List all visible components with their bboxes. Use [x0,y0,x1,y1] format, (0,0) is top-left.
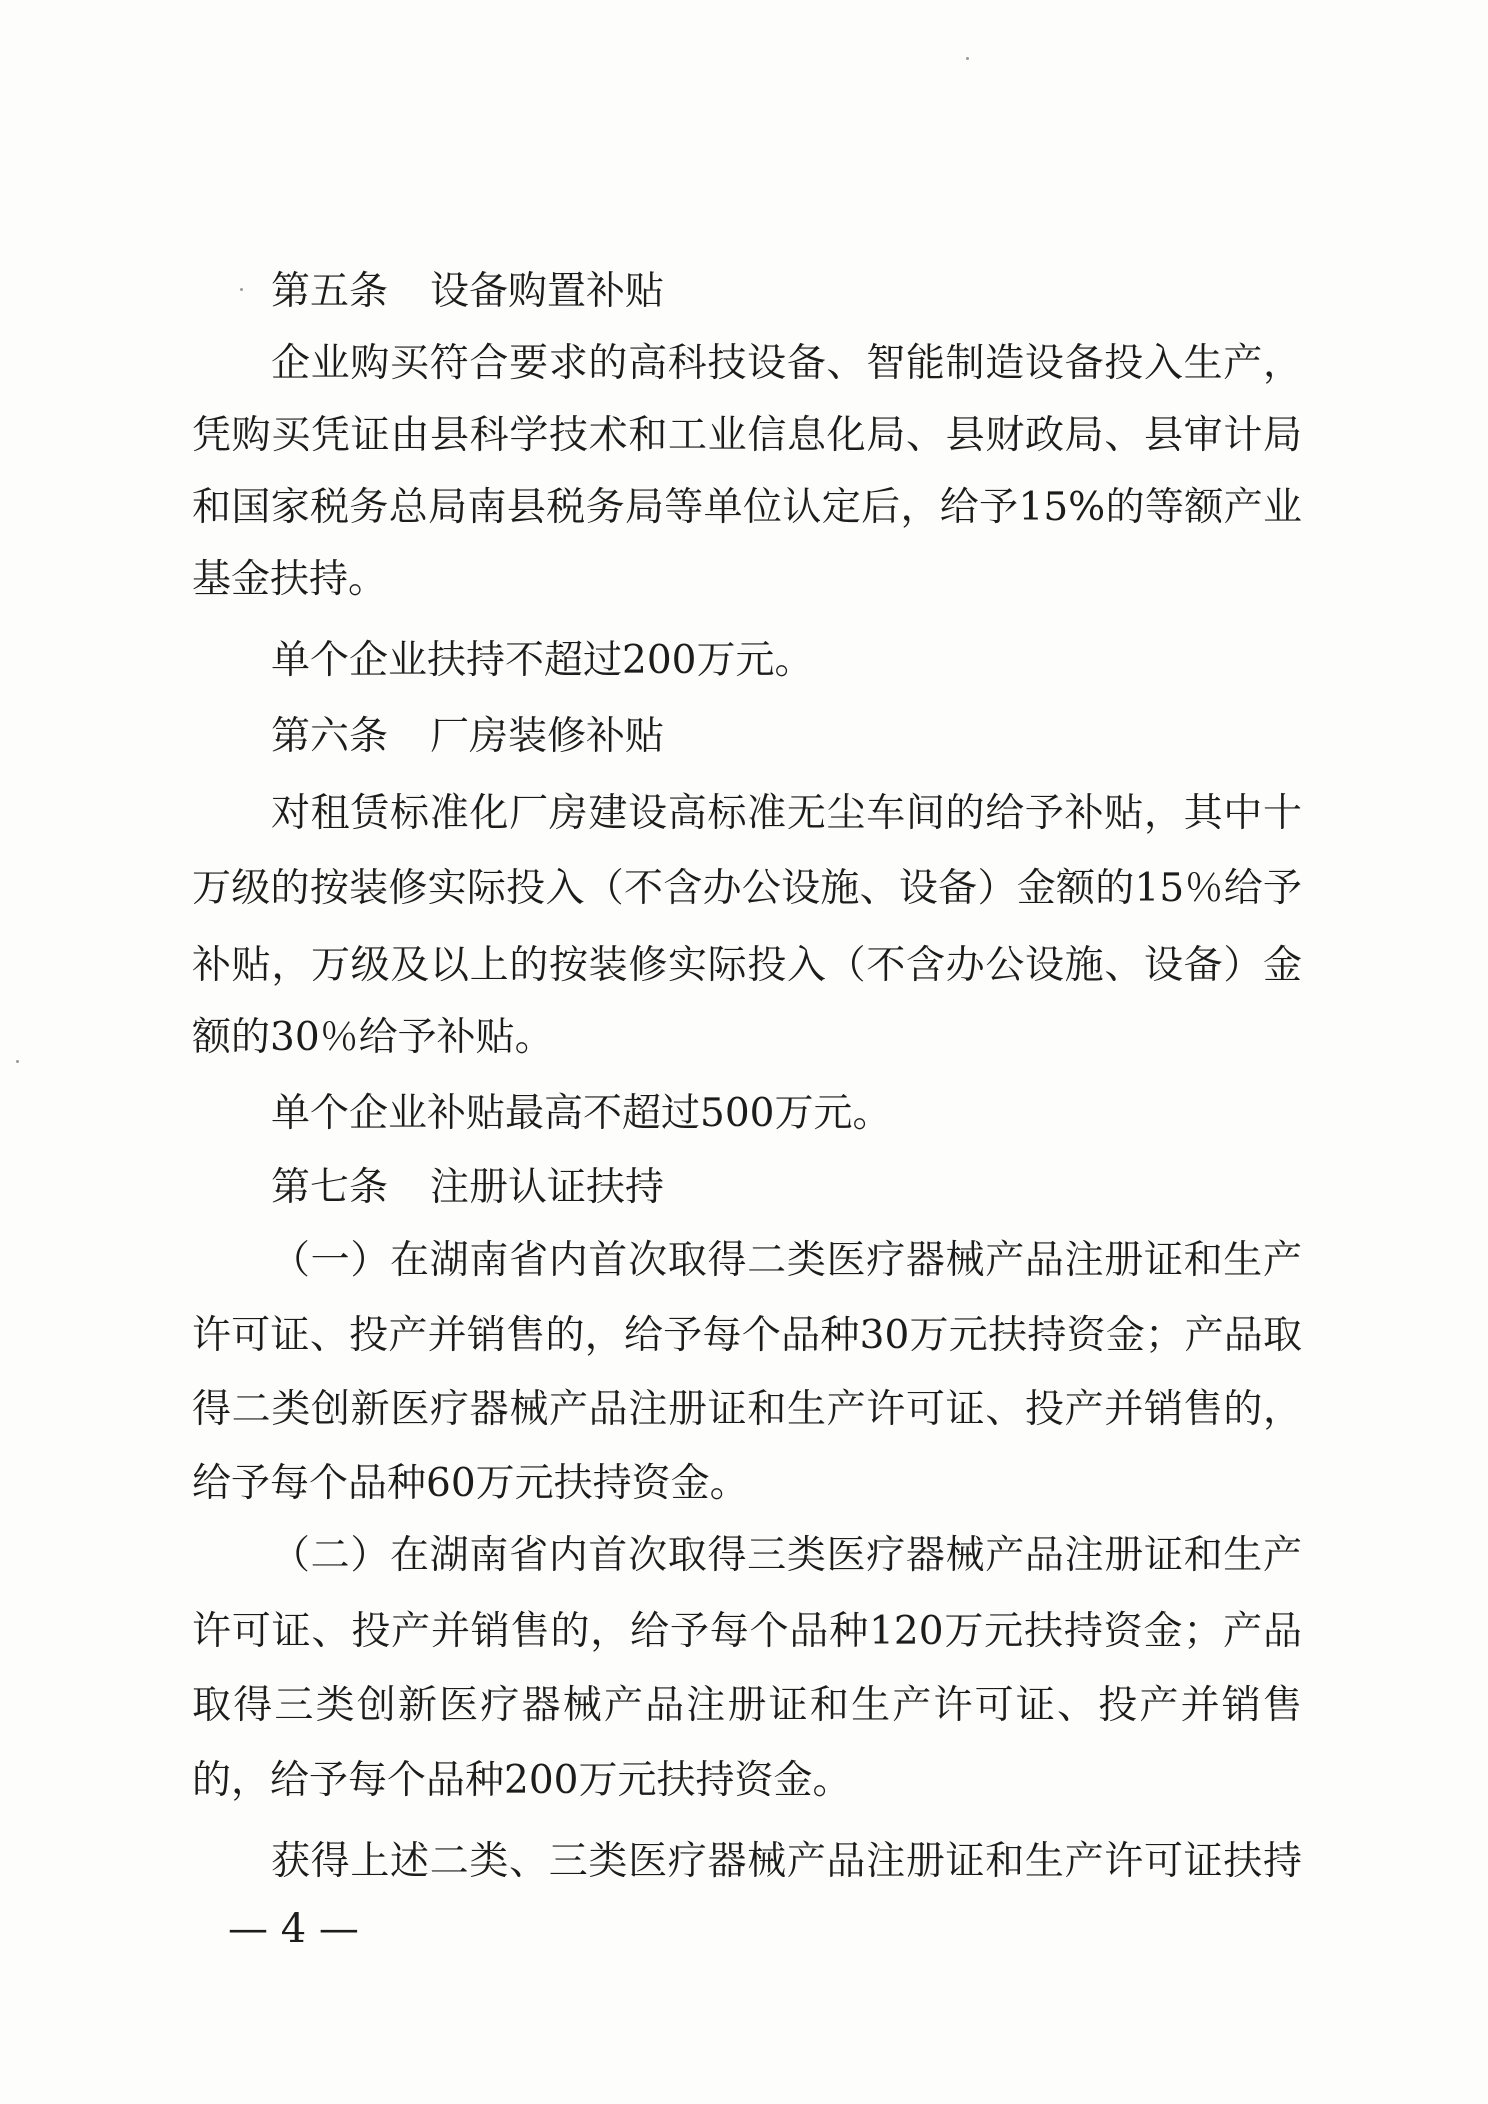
article5-para1-line: 企业购买符合要求的高科技设备、智能制造设备投入生产， [271,341,1302,386]
article5-heading [271,268,1302,316]
article7-heading [271,1164,1302,1212]
article6-heading [271,713,1302,761]
article5-para2: 单个企业扶持不超过200万元。 [271,638,814,683]
article7-item1-line: 得二类创新医疗器械产品注册证和生产许可证、投产并销售的， [192,1387,1302,1432]
article7-number: 第七条 [271,1165,389,1210]
article7-item2-line: （二）在湖南省内首次取得三类医疗器械产品注册证和生产 [271,1533,1302,1578]
article7-item2-line: 取得三类创新医疗器械产品注册证和生产许可证、投产并销售 [192,1683,1302,1728]
article7-item1-line: 许可证、投产并销售的，给予每个品种30万元扶持资金；产品取 [192,1313,1302,1358]
article7-item2-line: 的，给予每个品种200万元扶持资金。 [192,1758,852,1803]
article6-title: 厂房装修补贴 [430,714,665,759]
article5-para1-line: 基金扶持。 [192,557,388,602]
article5-para1-line: 凭购买凭证由县科学技术和工业信息化局、县财政局、县审计局 [192,413,1302,458]
article7-item2-line: 许可证、投产并销售的，给予每个品种120万元扶持资金；产品 [192,1609,1302,1654]
article7-item3-line: 获得上述二类、三类医疗器械产品注册证和生产许可证扶持 [271,1839,1302,1884]
article6-para2: 单个企业补贴最高不超过500万元。 [271,1091,892,1136]
scan-speck [240,288,243,291]
article7-title: 注册认证扶持 [430,1165,665,1210]
article5-title: 设备购置补贴 [430,269,665,314]
article7-item1-line: 给予每个品种60万元扶持资金。 [192,1461,749,1506]
article5-number: 第五条 [271,269,389,314]
article5-para1-line: 和国家税务总局南县税务局等单位认定后，给予15%的等额产业 [192,485,1302,530]
page-number: — 4 — [228,1906,359,1952]
scan-speck [966,57,969,60]
article6-para1-line: 补贴，万级及以上的按装修实际投入（不含办公设施、设备）金 [192,943,1302,988]
article6-para1-line: 对租赁标准化厂房建设高标准无尘车间的给予补贴，其中十 [271,791,1302,836]
article6-para1-line: 额的30％给予补贴。 [192,1015,554,1060]
article7-item1-line: （一）在湖南省内首次取得二类医疗器械产品注册证和生产 [271,1238,1302,1283]
article6-number: 第六条 [271,714,389,759]
article6-para1-line: 万级的按装修实际投入（不含办公设施、设备）金额的15％给予 [192,866,1302,911]
scan-speck [16,1060,19,1063]
